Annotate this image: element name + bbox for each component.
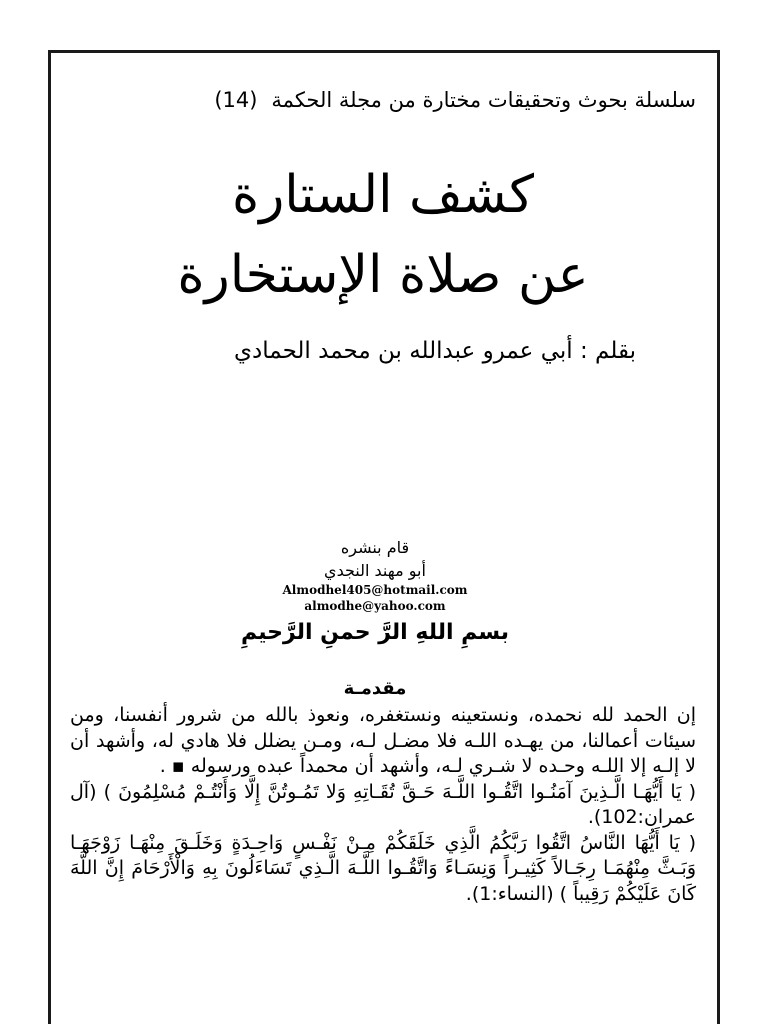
- intro-paragraph-1: إن الحمد لله نحمده، ونستعينه ونستغفره، ونعوذ بالله من شرور أنفسنا، ومن سيئات أعمالنا، من يهـده اللـه فلا مضـل لـه، ومـن يضلل فلا هادي له، وأشهد أن لا إلـه إلا اللـه وحـده لا شـري لـه، وأشهد أن محمداً عبده ورسوله ▪ .: [70, 704, 696, 777]
- email-link-2[interactable]: almodhe@yahoo.com: [304, 599, 446, 613]
- series-number: (14): [214, 88, 258, 112]
- main-title-line-1: كشف الستارة: [231, 165, 535, 225]
- intro-paragraph-2: ( يَا أَيُّهَـا الَّـذِينَ آمَنُـوا اتَّقُـوا اللَّـهَ حَـقَّ تُقَـاتِهِ وَلا تَمُـوتُنَّ إِلَّا وَأَنْتُـمْ مُسْلِمُونَ ) (آل عمران:102).: [70, 780, 696, 828]
- main-title-line-2: عن صلاة الإستخارة: [177, 245, 589, 305]
- series-title: سلسلة بحوث وتحقيقات مختارة من مجلة الحكمة: [271, 88, 696, 112]
- publisher-block: [70, 536, 680, 614]
- intro-heading: مقدمـة: [343, 678, 407, 699]
- intro-paragraph-3: ( يَا أَيُّهَا النَّاسُ اتَّقُوا رَبَّكُمُ الَّذِي خَلَقَكُمْ مِـنْ نَفْـسٍ وَاحِـدَةٍ وَخَلَـقَ مِنْهَـا زَوْجَهَـا وَبَـثَّ مِنْهُمَـا رِجَـالاً كَثِيـراً وَنِسَـاءً وَاتَّقُـوا اللَّـهَ الَّـذِي تَسَاءَلُونَ بِهِ وَالْأَرْحَامَ إِنَّ اللَّهَ كَانَ عَلَيْكُمْ رَقِيباً ) (النساء:1).: [70, 831, 696, 905]
- intro-body: [70, 703, 696, 907]
- publisher-name: أبو مهند النجدي: [324, 561, 426, 580]
- series-header: [70, 88, 696, 112]
- publisher-label: قام بنشره: [340, 538, 410, 557]
- basmala: بسمِ اللهِ الرَّ حمنِ الرَّحيمِ: [240, 620, 510, 645]
- email-link-1[interactable]: Almodhel405@hotmail.com: [282, 583, 468, 597]
- author-line: بقلم : أبي عمرو عبدالله بن محمد الحمادي: [234, 338, 636, 364]
